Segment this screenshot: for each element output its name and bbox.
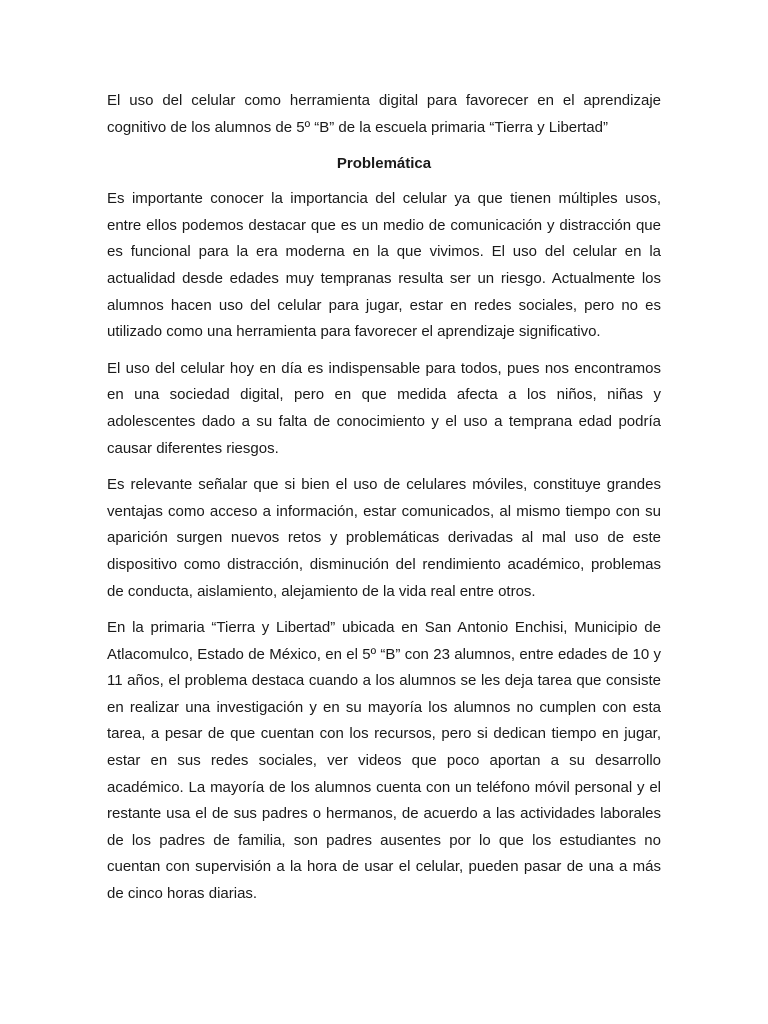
paragraph-2: El uso del celular hoy en día es indispensable para todos, pues nos encontramos en una sociedad digital, pero en que medida afecta a los niños, niñas y adolescentes dado a su falta de conocimiento y el uso a temprana edad podría causar diferentes riesgos. [107, 359, 661, 457]
paragraph-3: Es relevante señalar que si bien el uso de celulares móviles, constituye grandes ventajas como acceso a información, estar comunicados, al mismo tiempo con su aparición surgen nuevos retos y problemáticas derivadas al mal uso de este dispositivo como distracción, disminución del rendimiento académico, problemas de conducta, aislamiento, alejamiento de la vida real entre otros. [107, 476, 661, 600]
paragraph-4: En la primaria “Tierra y Libertad” ubicada en San Antonio Enchisi, Municipio de Atlacomulco, Estado de México, en el 5º “B” con 23 alumnos, entre edades de 10 y 11 años, el problema destaca cuando a los alumnos se les deja tarea que consiste en realizar una investigación y en su mayoría los alumnos no cumplen con esta tarea, a pesar de que cuentan con los recursos, pero si dedican tiempo en jugar, estar en sus redes sociales, ver videos que poco aportan a su desarrollo académico. La mayoría de los alumnos cuenta con un teléfono móvil personal y el restante usa el de sus padres o hermanos, de acuerdo a las actividades laborales de los padres de familia, son padres ausentes por lo que los estudiantes no cuentan con supervisión a la hora de usar el celular, pueden pasar de una a más de cinco horas diarias. [107, 619, 661, 903]
document-title: El uso del celular como herramienta digital para favorecer en el aprendizaje cognitivo de los alumnos de 5º “B” de la escuela primaria “Tierra y Libertad” [107, 92, 661, 136]
paragraph-1: Es importante conocer la importancia del celular ya que tienen múltiples usos, entre ellos podemos destacar que es un medio de comunicación y distracción que es funcional para la era moderna en la que vivimos. El uso del celular en la actualidad desde edades muy tempranas resulta ser un riesgo. Actualmente los alumnos hacen uso del celular para jugar, estar en redes sociales, pero no es utilizado como una herramienta para favorecer el aprendizaje significativo. [107, 190, 661, 341]
section-heading: Problemática [336, 155, 432, 173]
